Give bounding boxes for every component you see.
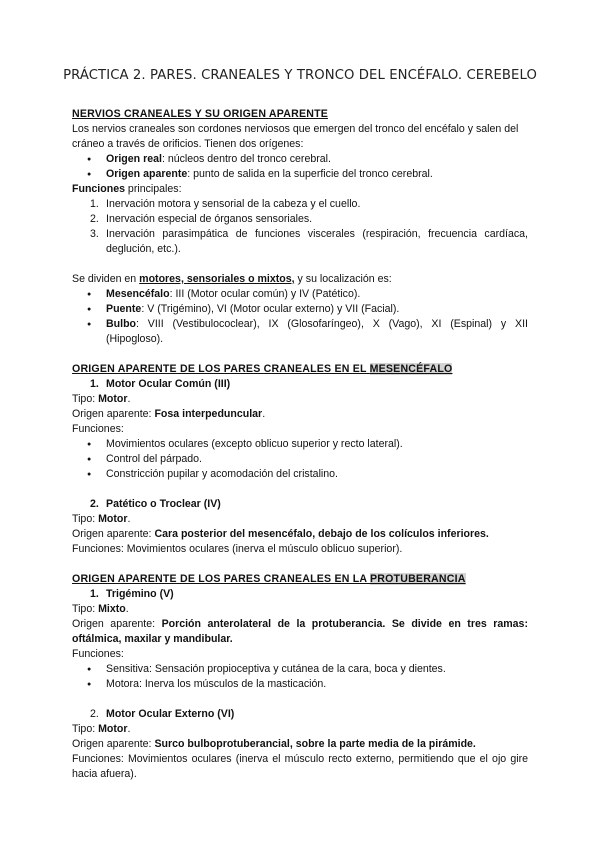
nerve-origin [72, 737, 528, 752]
nerve-title [72, 587, 528, 602]
nerve-list [72, 377, 528, 392]
label: Tipo: [72, 513, 99, 525]
term: Puente [106, 303, 142, 315]
list-item [72, 167, 528, 182]
value: Porción anterolateral de la protuberancia. Se divide en tres ramas: oftálmica, maxilar y mandibular. [72, 618, 528, 645]
locations-list [72, 287, 528, 347]
label: Tipo: [72, 393, 99, 405]
term: motores, sensoriales o mixtos, [139, 273, 295, 285]
page-title: PRÁCTICA 2. PARES. CRANEALES Y TRONCO DEL ENCÉFALO. CEREBELO [63, 68, 537, 83]
list-item [72, 197, 528, 212]
nerve-functions-label: Funciones: [72, 423, 124, 435]
value: Surco bulboprotuberancial, sobre la parte media de la pirámide. [154, 738, 476, 750]
term: Origen real [106, 153, 162, 165]
nerve-name: Motor Ocular Común (III) [106, 378, 231, 390]
list-number: 2. [90, 213, 99, 225]
list-number: 3. [90, 228, 99, 240]
document-body [72, 107, 528, 782]
nerve-functions: Funciones: Movimientos oculares (inerva el músculo oblicuo superior). [72, 543, 403, 555]
label: Tipo: [72, 723, 99, 735]
origins-list [72, 152, 528, 182]
definition: : V (Trigémino), VI (Motor ocular externo) y VII (Facial). [141, 303, 400, 315]
nerve-title [72, 377, 528, 392]
nerve-functions-list [72, 662, 528, 692]
list-number: 1. [90, 588, 99, 600]
section-heading-protuberancia [72, 572, 528, 587]
value: Cara posterior del mesencéfalo, debajo de los colículos inferiores. [154, 528, 489, 540]
list-item [72, 317, 528, 347]
highlighted-text: MESENCÉFALO [369, 363, 453, 375]
nerve-functions: Funciones: Movimientos oculares (inerva el músculo recto externo, permitiendo que el ojo gire hacia afuera). [72, 753, 528, 780]
section-heading-nervios: NERVIOS CRANEALES Y SU ORIGEN APARENTE [72, 108, 329, 120]
label: Origen aparente: [72, 618, 162, 630]
definition: : VIII (Vestibulococlear), IX (Glosofaríngeo), X (Vago), XI (Espinal) y XII (Hipogloso). [106, 318, 528, 345]
functions-intro [72, 182, 528, 197]
list-number: 1. [90, 198, 99, 210]
list-item [72, 227, 528, 257]
functions-list [72, 197, 528, 257]
section-heading-mesencefalo [72, 362, 528, 377]
list-item: ● Movimientos oculares (excepto oblicuo superior y recto lateral). [72, 437, 528, 452]
list-item [72, 212, 528, 227]
value: Mixto [98, 603, 126, 615]
nerve-name: Patético o Troclear (IV) [106, 498, 221, 510]
label: Origen aparente: [72, 408, 155, 420]
text: Se dividen en [72, 273, 140, 285]
text: Inervación motora y sensorial de la cabeza y el cuello. [106, 198, 361, 210]
nerve-title [72, 497, 528, 512]
nerve-functions-label: Funciones: [72, 648, 124, 660]
nerve-name: Trigémino (V) [106, 588, 174, 600]
list-item [72, 152, 528, 167]
list-item: ● Motora: Inerva los músculos de la masticación. [72, 677, 528, 692]
text: y su localización es: [294, 273, 392, 285]
term: Origen aparente [106, 168, 188, 180]
nerve-list [72, 497, 528, 512]
nerve-list [72, 587, 528, 602]
term: Bulbo [106, 318, 137, 330]
definition: : punto de salida en la superficie del tronco cerebral. [187, 168, 433, 180]
nerve-type: Tipo: Mixto. [72, 603, 129, 615]
list-item [72, 302, 528, 317]
nerve-type: Tipo: Motor. [72, 513, 131, 525]
definition: : III (Motor ocular común) y IV (Patético). [169, 288, 361, 300]
label: Origen aparente: [72, 528, 155, 540]
text: ORIGEN APARENTE DE LOS PARES CRANEALES EN LA [72, 573, 370, 585]
nerve-name: Motor Ocular Externo (VI) [106, 708, 235, 720]
value: Motor [98, 393, 128, 405]
value: Fosa interpeduncular [154, 408, 263, 420]
nerve-type: Tipo: Motor. [72, 723, 131, 735]
label: Origen aparente: [72, 738, 155, 750]
intro-paragraph: Los nervios craneales son cordones nerviosos que emergen del tronco del encéfalo y salen del cráneo a través de orificios. Tienen dos orígenes: [72, 123, 519, 150]
list-number: 2. [90, 498, 99, 510]
text: Inervación especial de órganos sensoriales. [106, 213, 313, 225]
term: Mesencéfalo [106, 288, 170, 300]
highlighted-text: PROTUBERANCIA [370, 573, 466, 585]
nerve-list [72, 707, 528, 722]
list-number: 2. [90, 708, 99, 720]
value: Motor [98, 513, 128, 525]
definition: : núcleos dentro del tronco cerebral. [161, 153, 331, 165]
nerve-functions-list [72, 437, 528, 482]
nerve-type: Tipo: Motor. [72, 393, 131, 405]
value: Motor [98, 723, 128, 735]
list-number: 1. [90, 378, 99, 390]
nerve-origin: Origen aparente: Fosa interpeduncular. [72, 408, 266, 420]
list-item: ● Constricción pupilar y acomodación del cristalino. [72, 467, 528, 482]
nerve-origin [72, 617, 528, 647]
text: ORIGEN APARENTE DE LOS PARES CRANEALES EN EL [72, 363, 370, 375]
list-item: ● Control del párpado. [72, 452, 528, 467]
text: Inervación parasimpática de funciones viscerales (respiración, frecuencia cardíaca, deglución, etc.). [106, 228, 528, 255]
text: principales: [124, 183, 182, 195]
label: Tipo: [72, 603, 99, 615]
list-item [72, 287, 528, 302]
division-paragraph [72, 272, 528, 287]
nerve-origin [72, 527, 528, 542]
list-item: ● Sensitiva: Sensación propioceptiva y cutánea de la cara, boca y dientes. [72, 662, 528, 677]
nerve-title [72, 707, 528, 722]
term: Funciones [72, 183, 125, 195]
